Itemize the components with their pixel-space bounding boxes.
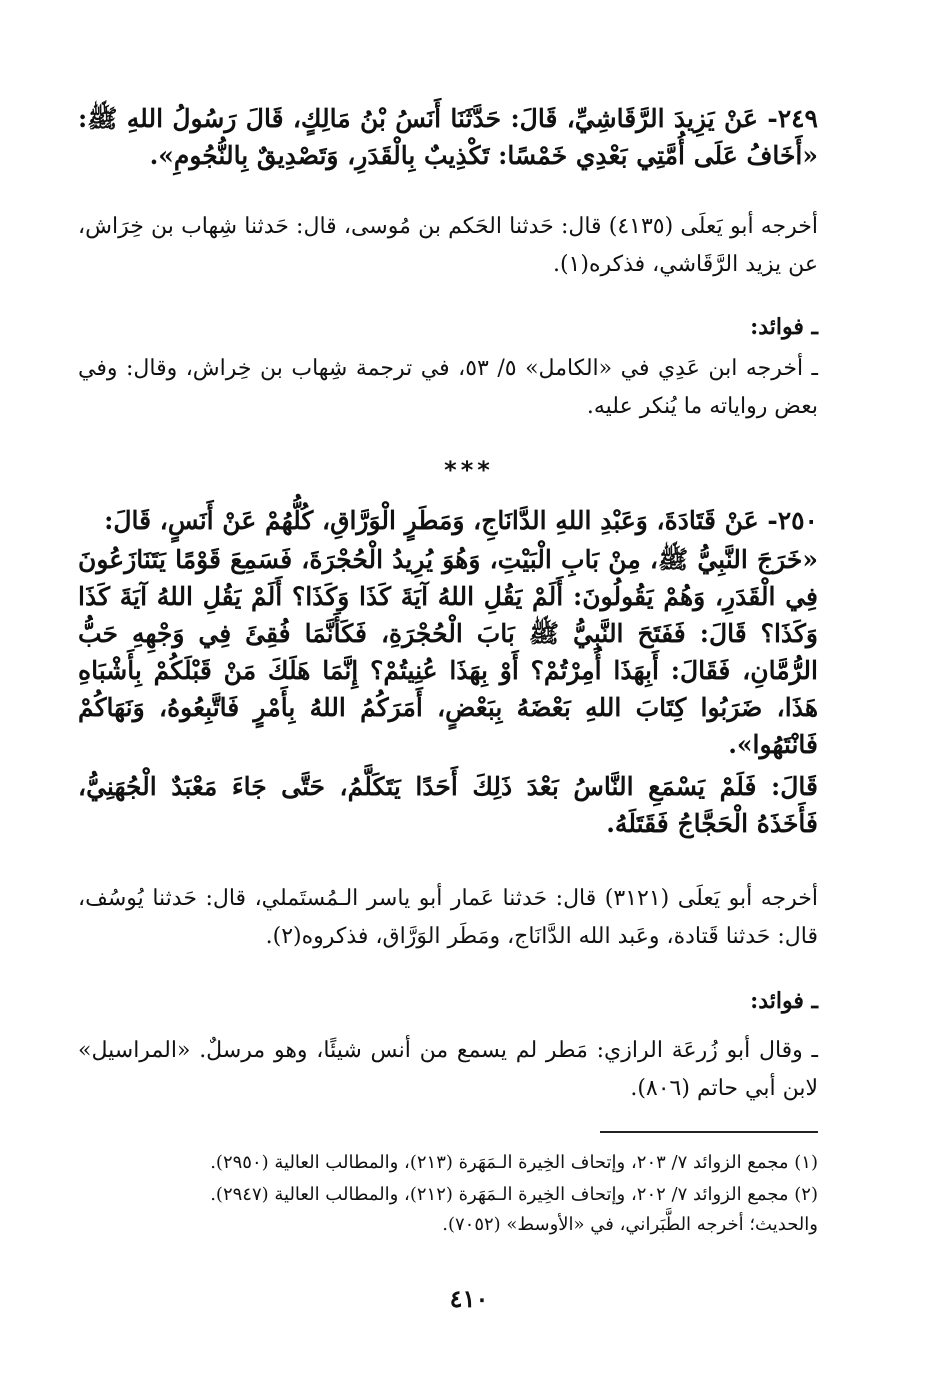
hadith-249-fawaid-text: ـ أخرجه ابن عَدِي في «الكامل» ٥/ ٥٣، في ترجمة شِهاب بن خِراش، وقال: وفي بعض رواياته ما يُنكر عليه.	[78, 356, 819, 419]
section-separator: ***	[444, 456, 494, 484]
hadith-250-fawaid-heading: ـ فوائد:	[750, 988, 818, 1014]
footnote-2: (٢) مجمع الزوائد ٧/ ٢٠٢، وإتحاف الخِيرة الـمَهَرة (٢١٢)، والمطالب العالية (٢٩٤٧).	[210, 1184, 818, 1205]
page-number: ٤١٠	[449, 1284, 489, 1313]
footnote-1: (١) مجمع الزوائد ٧/ ٢٠٣، وإتحاف الخِيرة الـمَهَرة (٢١٣)، والمطالب العالية (٢٩٥٠).	[210, 1152, 818, 1173]
hadith-250-fawaid-text: ـ وقال أبو زُرعَة الرازي: مَطر لم يسمع من أنس شيئًا، وهو مرسلٌ. «المراسيل» لابن أبي حاتم (٨٠٦).	[78, 1038, 818, 1101]
hadith-249-takhrij: أخرجه أبو يَعلَى (٤١٣٥) قال: حَدثنا الحَكم بن مُوسى، قال: حَدثنا شِهاب بن خِرَاش، عن يزيد الرَّقَاشي، فذكره(١).	[78, 214, 818, 277]
footnote-2-continuation: والحديث؛ أخرجه الطَّبَراني، في «الأوسط» (٧٠٥٢).	[442, 1214, 818, 1235]
hadith-250-intro: ٢٥٠- عَنْ قَتَادَةَ، وَعَبْدِ اللهِ الدَّانَاجِ، وَمَطَرٍ الْوَرَّاقِ، كُلُّهُمْ عَنْ أَنَسٍ، قَالَ:	[104, 506, 818, 535]
hadith-250-continuation: قَالَ: فَلَمْ يَسْمَعِ النَّاسُ بَعْدَ ذَلِكَ أَحَدًا يَتَكَلَّمُ، حَتَّى جَاءَ مَعْبَدٌ الْجُهَنِيُّ، فَأَخَذَهُ الْحَجَّاجُ فَقَتَلَهُ.	[78, 772, 818, 838]
footnote-divider	[600, 1131, 818, 1133]
hadith-250-takhrij: أخرجه أبو يَعلَى (٣١٢١) قال: حَدثنا عَمار أبو ياسر الـمُستَملي، قال: حَدثنا يُوسُف، قال: حَدثنا قَتادة، وعَبد الله الدَّانَاج، ومَطَر الوَرَّاق، فذكروه(٢).	[78, 886, 819, 949]
hadith-249-text: ٢٤٩- عَنْ يَزِيدَ الرَّقَاشِيِّ، قَالَ: حَدَّثَنَا أَنَسُ بْنُ مَالِكٍ، قَالَ رَسُولُ اللهِ ﷺ: «أَخَافُ عَلَى أُمَّتِي بَعْدِي خَمْسًا: تَكْذِيبٌ بِالْقَدَرِ، وَتَصْدِيقٌ بِالنُّجُومِ».	[78, 104, 818, 170]
hadith-249-fawaid-heading: ـ فوائد:	[750, 314, 818, 340]
hadith-250-text: «خَرَجَ النَّبِيُّ ﷺ، مِنْ بَابِ الْبَيْتِ، وَهُوَ يُرِيدُ الْحُجْرَةَ، فَسَمِعَ قَوْمًا يَتَنَازَعُونَ فِي الْقَدَرِ، وَهُمْ يَقُولُونَ: أَلَمْ يَقُلِ اللهُ آيَةَ كَذَا وَكَذَا؟ أَلَمْ يَقُلِ اللهُ آيَةَ كَذَا وَكَذَا؟ قَالَ: فَفَتَحَ النَّبِيُّ ﷺ بَابَ الْحُجْرَةِ، فَكَأَنَّمَا فُقِئَ فِي وَجْهِهِ حَبُّ الرُّمَّانِ، فَقَالَ: أَبِهَذَا أُمِرْتُمْ؟ أَوْ بِهَذَا عُنِيتُمْ؟ إِنَّمَا هَلَكَ مَنْ قَبْلَكُمْ بِأَشْبَاهِ هَذَا، ضَرَبُوا كِتَابَ اللهِ بَعْضَهُ بِبَعْضٍ، أَمَرَكُمُ اللهُ بِأَمْرٍ فَاتَّبِعُوهُ، وَنَهَاكُمْ فَانْتَهُوا».	[78, 545, 818, 759]
